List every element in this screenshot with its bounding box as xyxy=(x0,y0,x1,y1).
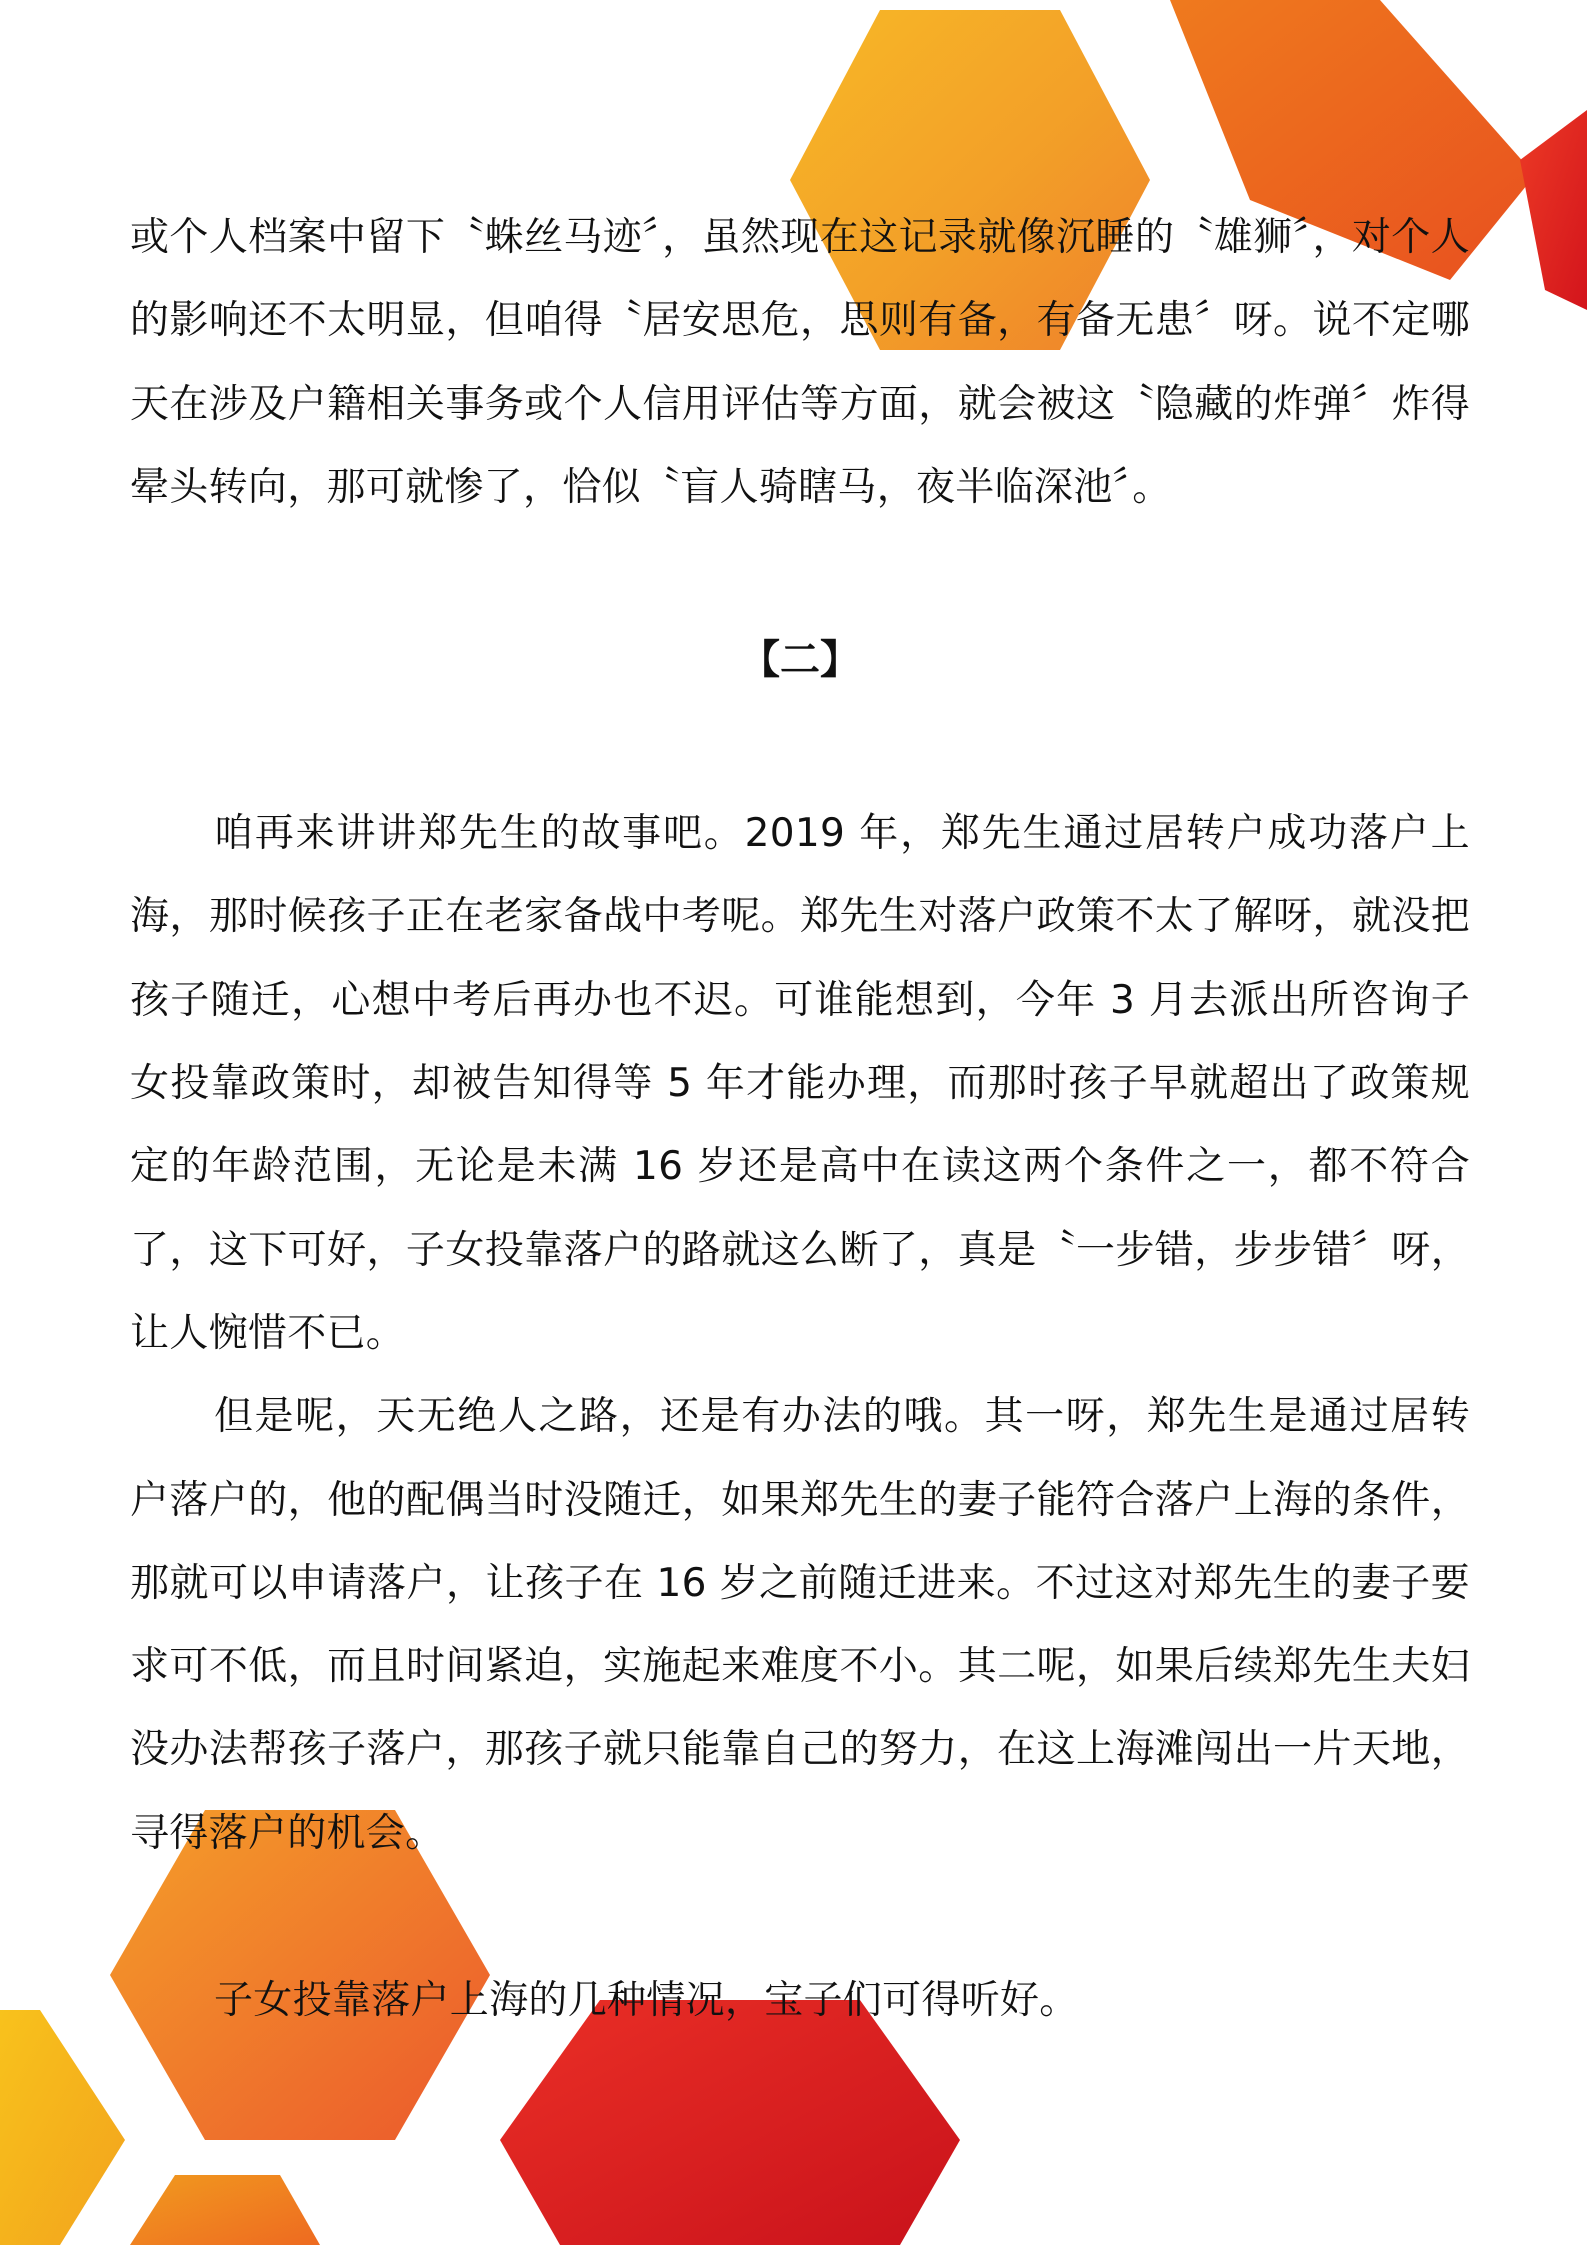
hexagon-top-right-red xyxy=(1520,110,1587,310)
paragraph-continued: 或个人档案中留下〝蛛丝马迹〞，虽然现在这记录就像沉睡的〝雄狮〞，对个人的影响还不太明显，但咱得〝居安思危，思则有备，有备无患〞呀。说不定哪天在涉及户籍相关事务或个人信用评估等方面，就会被这〝隐藏的炸弹〞炸得晕头转向，那可就惨了，恰似〝盲人骑瞎马，夜半临深池〞。 xyxy=(130,215,1470,510)
paragraph-solutions: 但是呢，天无绝人之路，还是有办法的哦。其一呀，郑先生是通过居转户落户的，他的配偶当时没随迁，如果郑先生的妻子能符合落户上海的条件，那就可以申请落户，让孩子在 16 岁之前随迁进来。不过这对郑先生的妻子要求可不低，而且时间紧迫，实施起来难度不小。其二呢，如果后续郑先生夫妇没办法帮孩子落户，那孩子就只能靠自己的努力，在这上海滩闯出一片天地，寻得落户的机会。 xyxy=(130,1394,1470,1856)
hexagon-bottom-small-orange xyxy=(130,2175,320,2245)
paragraph-zheng-story: 咱再来讲讲郑先生的故事吧。2019 年，郑先生通过居转户成功落户上海，那时候孩子正在老家备战中考呢。郑先生对落户政策不太了解呀，就没把孩子随迁，心想中考后再办也不迟。可谁能想到，今年 3 月去派出所咨询子女投靠政策时，却被告知得等 5 年才能办理，而那时孩子早就超出了政策规定的年龄范围，无论是未满 16 岁还是高中在读这两个条件之一，都不符合了，这下可好，子女投靠落户的路就这么断了，真是〝一步错，步步错〞呀，让人惋惜不已。 xyxy=(130,811,1470,1356)
paragraph-intro-cases: 子女投靠落户上海的几种情况，宝子们可得听好。 xyxy=(214,1978,1079,2024)
document-body xyxy=(130,196,1470,2042)
section-heading: 【二】 xyxy=(740,637,860,684)
hexagon-bottom-left-yellow xyxy=(0,2010,125,2245)
